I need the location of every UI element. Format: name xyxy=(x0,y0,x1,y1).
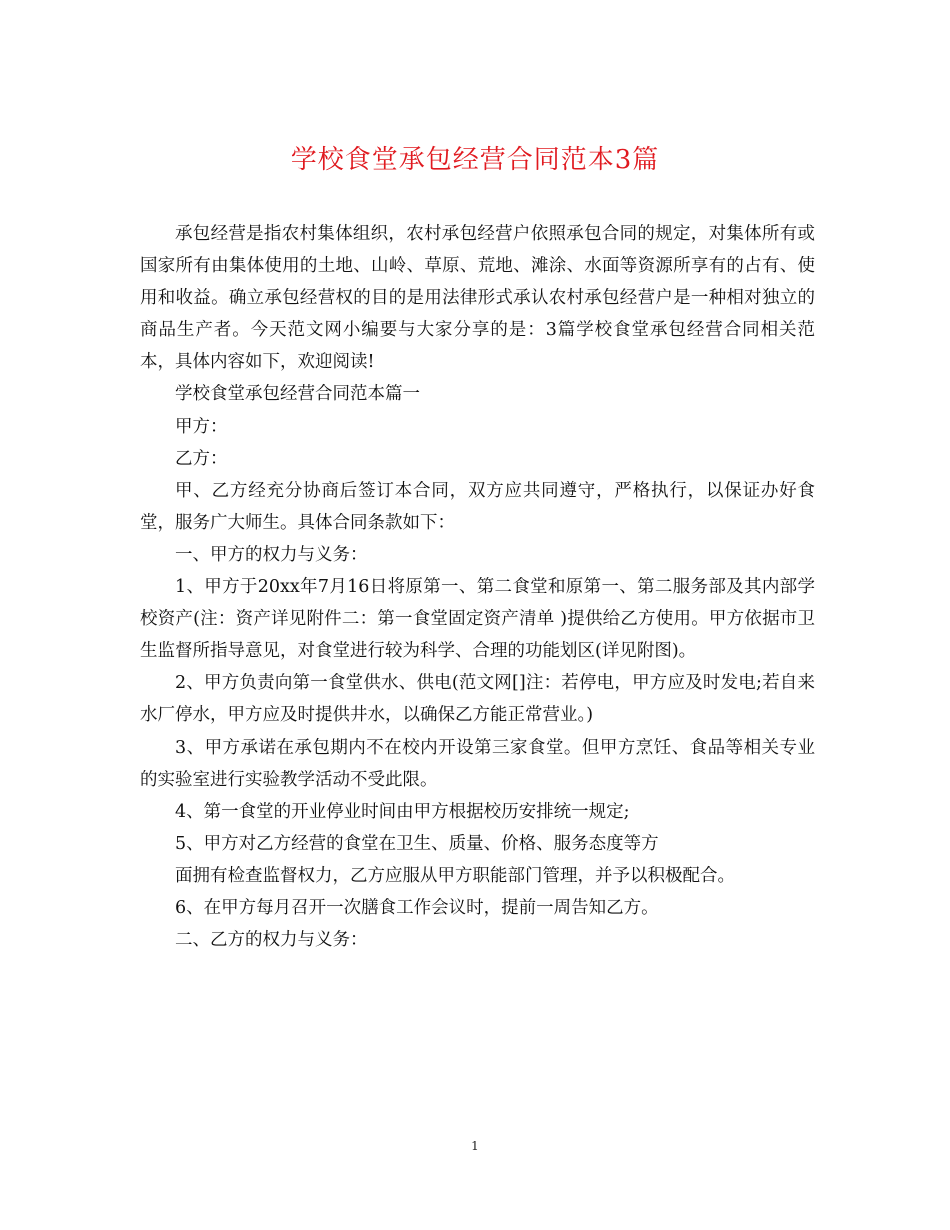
clause-2: 2、甲方负责向第一食堂供水、供电(范文网[]注：若停电，甲方应及时发电;若自来水厂停水，甲方应及时提供井水，以确保乙方能正常营业。) xyxy=(140,673,815,726)
clause-1: 1、甲方于20xx年7月16日将原第一、第二食堂和原第一、第二服务部及其内部学校资产(注：资产详见附件二：第一食堂固定资产清单 )提供给乙方使用。甲方依据市卫生监督所指导意见，对食堂进行较为科学、合理的功能划区(详见附图)。 xyxy=(140,577,815,662)
page-number: 1 xyxy=(471,1139,479,1153)
clause-4: 4、第一食堂的开业停业时间由甲方根据校历安排统一规定; xyxy=(175,801,630,822)
clause-6: 6、在甲方每月召开一次膳食工作会议时，提前一周告知乙方。 xyxy=(175,897,659,918)
clause-heading-party-b: 二、乙方的权力与义务： xyxy=(175,930,368,951)
intro-paragraph: 承包经营是指农村集体组织，农村承包经营户依照承包合同的规定，对集体所有或国家所有由集体使用的土地、山岭、草原、荒地、滩涂、水面等资源所享有的占有、使用和收益。确立承包经营权的目的是用法律形式承认农村承包经营户是一种相对独立的商品生产者。今天范文网小编要与大家分享的是：3篇学校食堂承包经营合同相关范本，具体内容如下，欢迎阅读! xyxy=(140,224,815,373)
clause-3: 3、甲方承诺在承包期内不在校内开设第三家食堂。但甲方烹饪、食品等相关专业的实验室进行实验教学活动不受此限。 xyxy=(140,737,815,790)
contract-preamble: 甲、乙方经充分协商后签订本合同，双方应共同遵守，严格执行，以保证办好食堂，服务广大师生。具体合同条款如下： xyxy=(140,480,815,533)
document-body xyxy=(140,218,815,956)
clause-5-continued: 面拥有检查监督权力，乙方应服从甲方职能部门管理，并予以积极配合。 xyxy=(175,865,735,886)
clause-5: 5、甲方对乙方经营的食堂在卫生、质量、价格、服务态度等方 xyxy=(175,833,659,854)
party-a-line: 甲方： xyxy=(175,416,228,437)
party-b-line: 乙方： xyxy=(175,448,228,469)
section-heading: 学校食堂承包经营合同范本篇一 xyxy=(175,384,420,405)
document-title: 学校食堂承包经营合同范本3篇 xyxy=(290,145,660,175)
clause-heading-party-a: 一、甲方的权力与义务： xyxy=(175,544,368,565)
